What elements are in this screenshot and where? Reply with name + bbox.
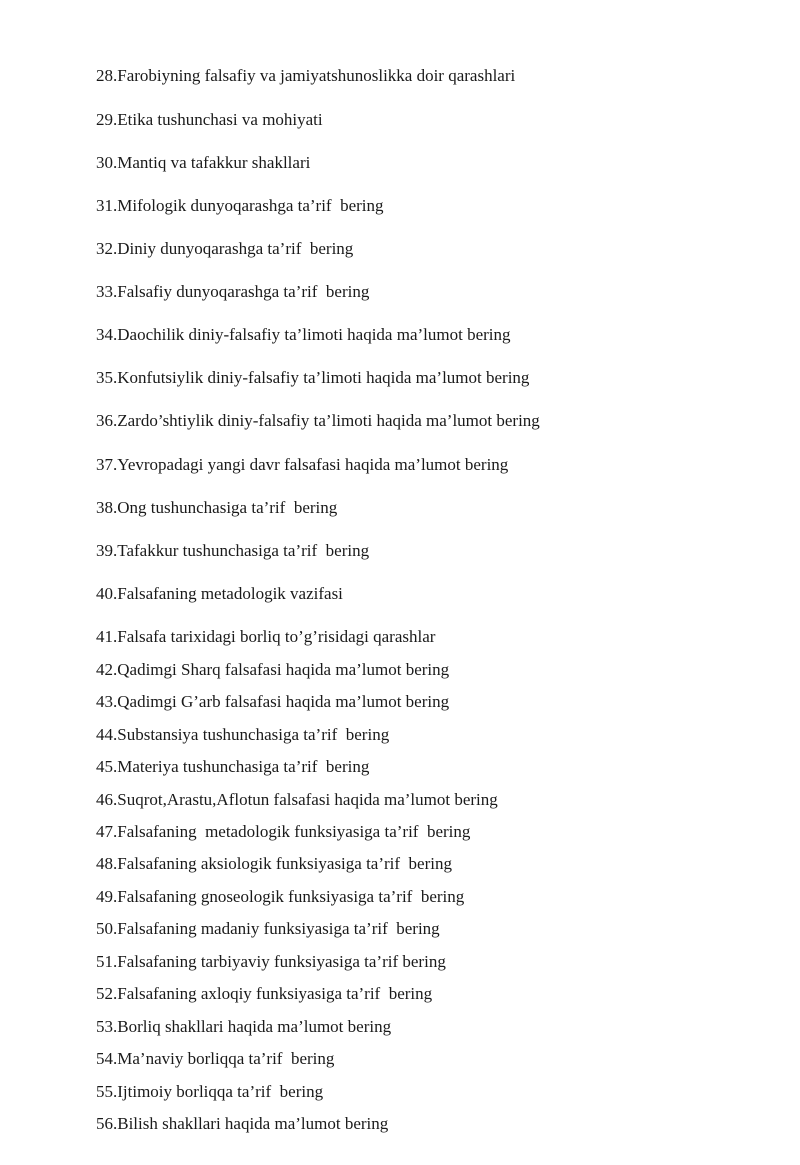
list-item: 32.Diniy dunyoqarashga ta’rif bering: [96, 239, 354, 258]
list-item: 31.Mifologik dunyoqarashga ta’rif bering: [96, 196, 384, 215]
list-item: 54.Ma’naviy borliqqa ta’rif bering: [96, 1049, 335, 1068]
list-item: 30.Mantiq va tafakkur shakllari: [96, 153, 311, 172]
list-item: 37.Yevropadagi yangi davr falsafasi haqida ma’lumot bering: [96, 455, 509, 474]
list-item: 29.Etika tushunchasi va mohiyati: [96, 110, 323, 129]
list-item: 49.Falsafaning gnoseologik funksiyasiga ta’rif bering: [96, 887, 465, 906]
list-item: 34.Daochilik diniy-falsafiy ta’limoti haqida ma’lumot bering: [96, 325, 511, 344]
list-item: 56.Bilish shakllari haqida ma’lumot bering: [96, 1114, 389, 1133]
list-item: 55.Ijtimoiy borliqqa ta’rif bering: [96, 1082, 324, 1101]
list-item: 40.Falsafaning metadologik vazifasi: [96, 584, 343, 603]
list-item: 52.Falsafaning axloqiy funksiyasiga ta’rif bering: [96, 984, 433, 1003]
list-item: 48.Falsafaning aksiologik funksiyasiga ta’rif bering: [96, 854, 452, 873]
list-item: 42.Qadimgi Sharq falsafasi haqida ma’lumot bering: [96, 660, 450, 679]
list-item: 44.Substansiya tushunchasiga ta’rif bering: [96, 725, 390, 744]
list-item: 51.Falsafaning tarbiyaviy funksiyasiga ta’rif bering: [96, 952, 446, 971]
list-item: 39.Tafakkur tushunchasiga ta’rif bering: [96, 541, 370, 560]
list-item: 36.Zardo’shtiylik diniy-falsafiy ta’limoti haqida ma’lumot bering: [96, 411, 540, 430]
list-item: 46.Suqrot,Arastu,Aflotun falsafasi haqida ma’lumot bering: [96, 790, 498, 809]
list-item: 43.Qadimgi G’arb falsafasi haqida ma’lumot bering: [96, 692, 450, 711]
list-item: 50.Falsafaning madaniy funksiyasiga ta’rif bering: [96, 919, 440, 938]
list-item: 53.Borliq shakllari haqida ma’lumot bering: [96, 1017, 392, 1036]
list-item: 38.Ong tushunchasiga ta’rif bering: [96, 498, 338, 517]
list-item: 28.Farobiyning falsafiy va jamiyatshunoslikka doir qarashlari: [96, 66, 516, 85]
list-item: 35.Konfutsiylik diniy-falsafiy ta’limoti haqida ma’lumot bering: [96, 368, 530, 387]
list-item: 45.Materiya tushunchasiga ta’rif bering: [96, 757, 370, 776]
list-item: 41.Falsafa tarixidagi borliq to’g’risidagi qarashlar: [96, 627, 436, 646]
list-item: 47.Falsafaning metadologik funksiyasiga ta’rif bering: [96, 822, 471, 841]
list-item: 33.Falsafiy dunyoqarashga ta’rif bering: [96, 282, 370, 301]
